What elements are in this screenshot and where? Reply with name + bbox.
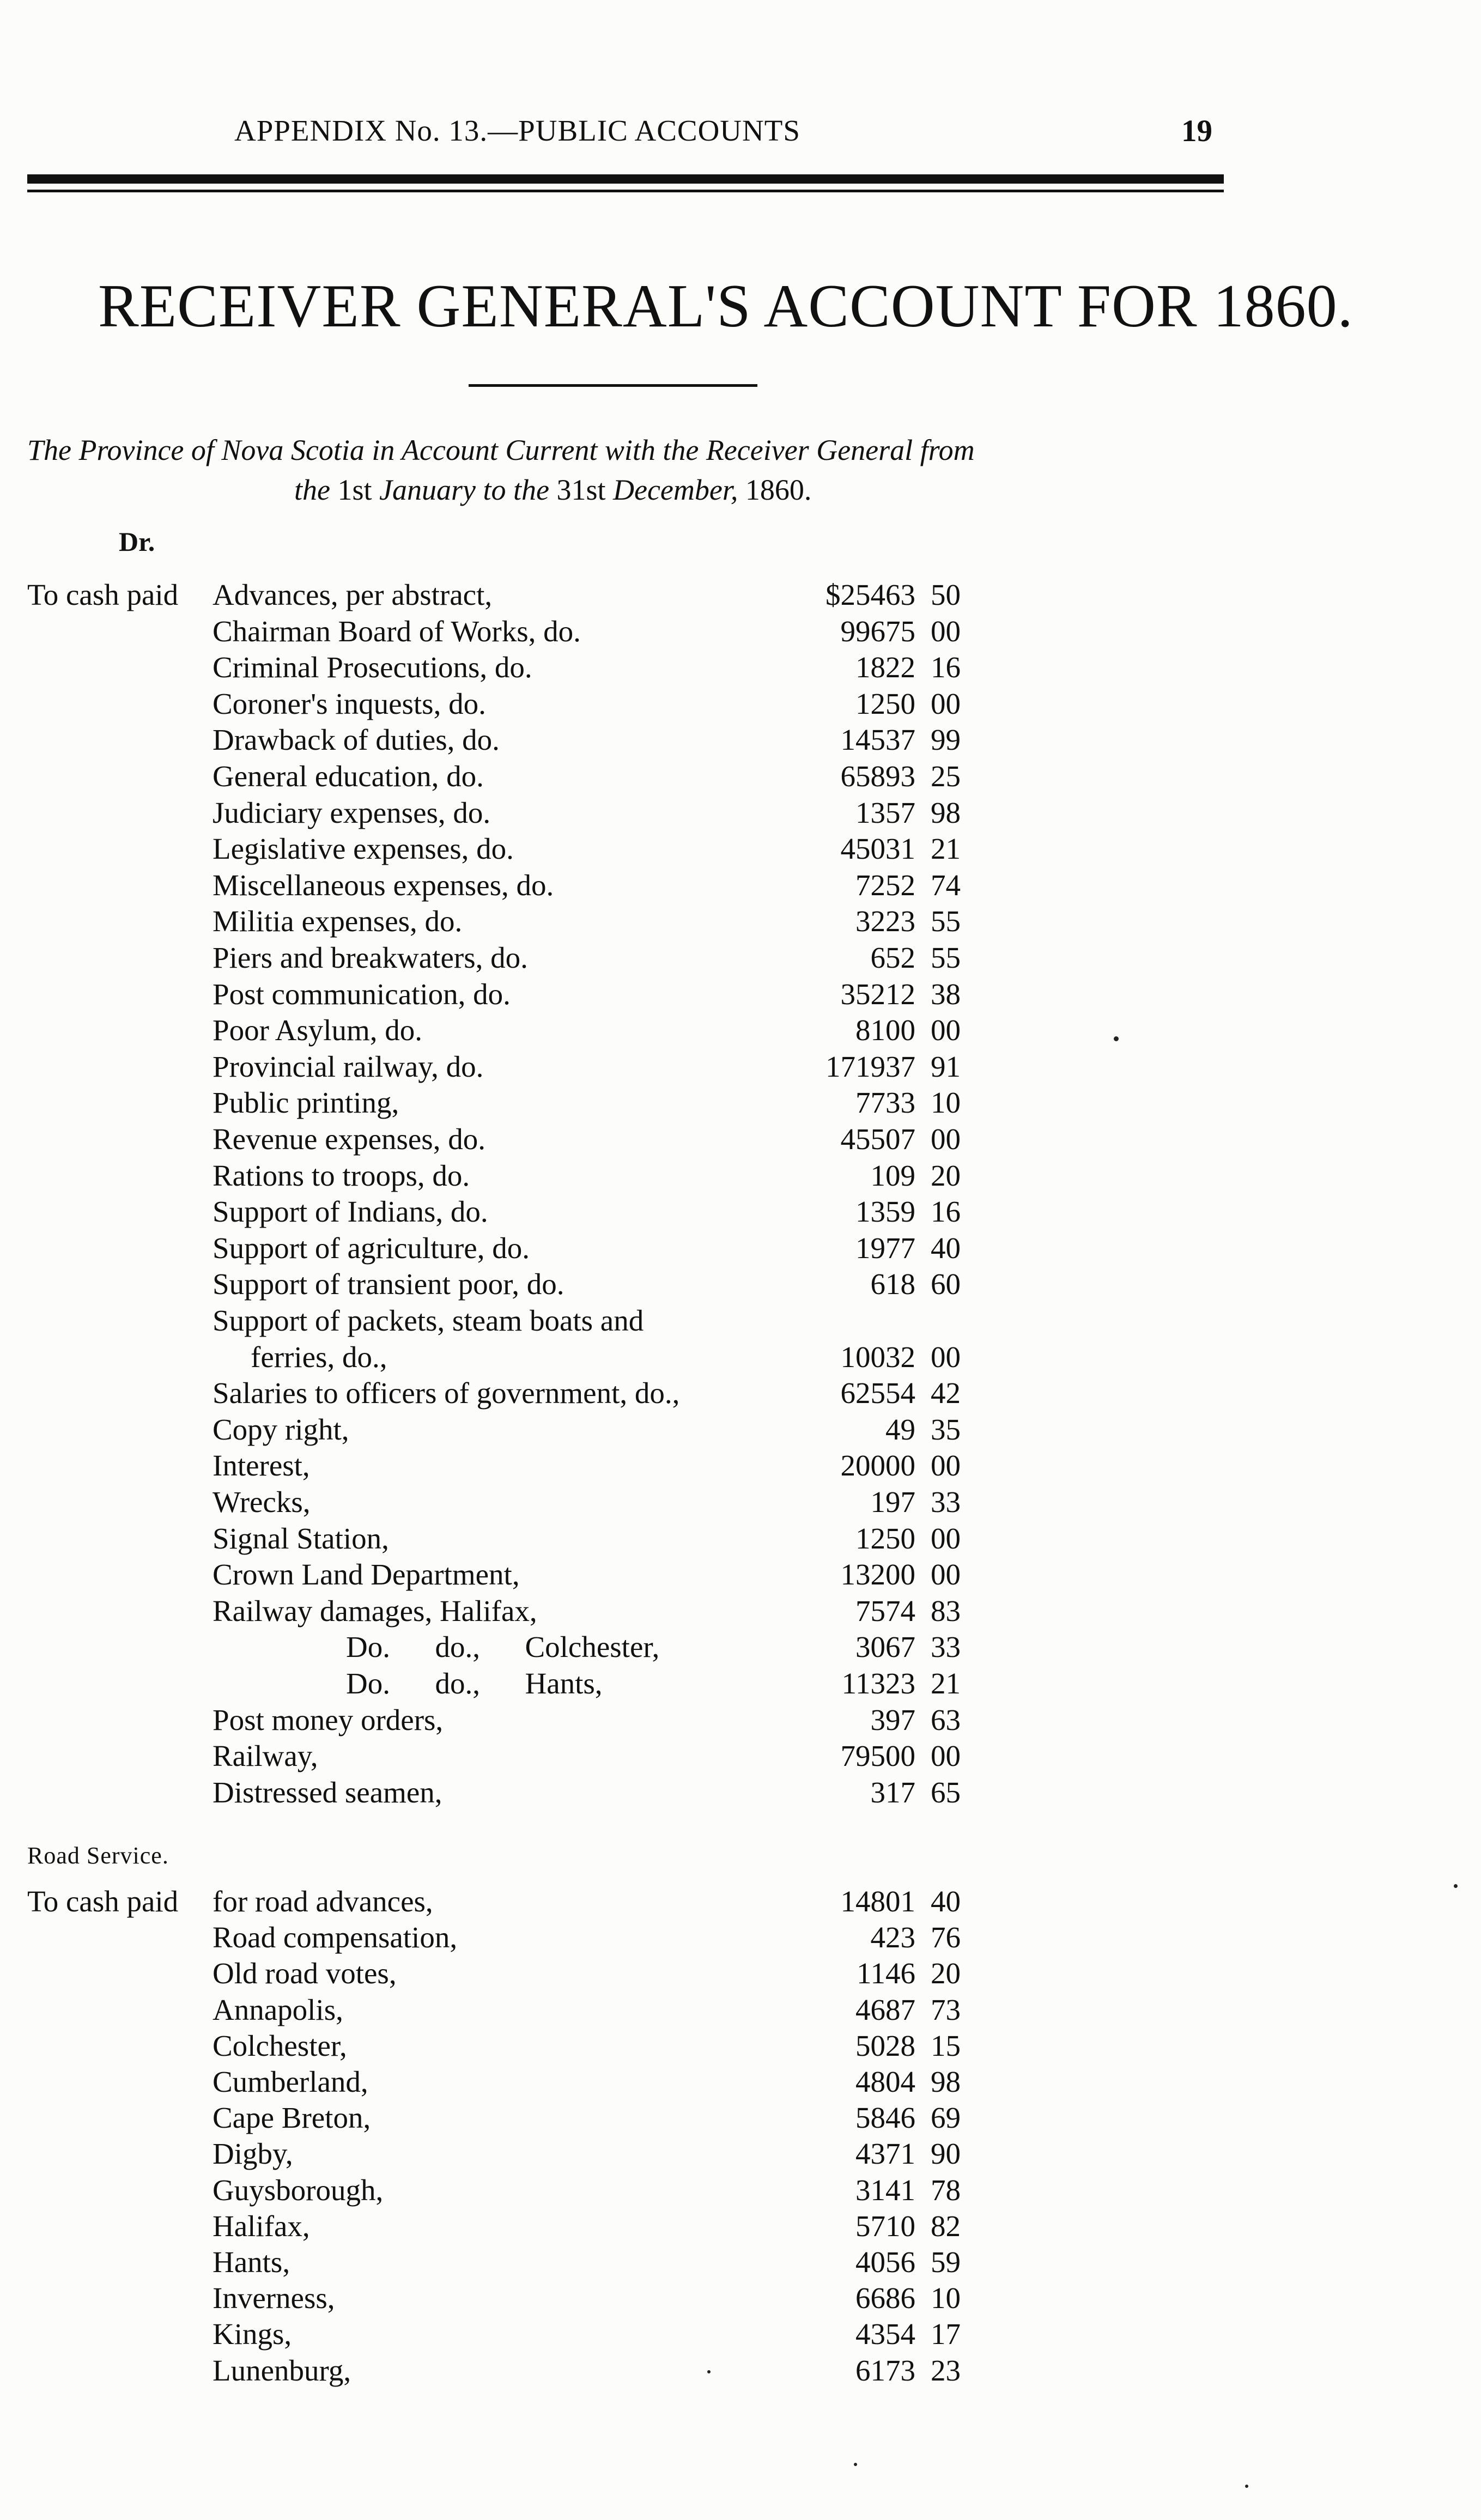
title-rule xyxy=(469,384,757,387)
ledger-amount: 45031 xyxy=(840,832,915,866)
ledger-cents: 16 xyxy=(931,1195,961,1229)
ledger-cents: 00 xyxy=(931,1449,961,1483)
ledger-cents: 00 xyxy=(931,1739,961,1773)
ledger-cents: 42 xyxy=(931,1376,961,1410)
ledger-amount: 13200 xyxy=(840,1558,915,1592)
speck xyxy=(854,2463,857,2466)
ledger-cents: 17 xyxy=(931,2317,961,2351)
ledger-label: Support of Indians, do. xyxy=(213,1195,488,1229)
ledger-amount: 79500 xyxy=(840,1739,915,1773)
ledger-label: for road advances, xyxy=(213,1885,433,1918)
ledger-lead: To cash paid xyxy=(27,1885,179,1918)
ledger-cents: 25 xyxy=(931,760,961,793)
ledger-amount: 109 xyxy=(870,1158,915,1192)
ledger-label: Inverness, xyxy=(213,2281,335,2315)
ledger-label: Railway damages, Halifax, xyxy=(213,1594,537,1628)
ledger-cents: 74 xyxy=(931,868,961,902)
ledger-label: Rations to troops, do. xyxy=(213,1158,470,1192)
ledger-cents: 55 xyxy=(931,941,961,974)
ledger-amount: 45507 xyxy=(840,1122,915,1156)
ledger-cents: 91 xyxy=(931,1049,961,1083)
ledger-label: Halifax, xyxy=(213,2209,310,2243)
intro-year: 1860. xyxy=(745,473,812,506)
ledger-amount: 20000 xyxy=(840,1449,915,1483)
ledger-amount: 423 xyxy=(870,1921,915,1954)
ledger-cents: 90 xyxy=(931,2137,961,2171)
ledger-cents: 00 xyxy=(931,614,961,648)
ledger-cents: 00 xyxy=(931,1558,961,1592)
ledger-amount: 1357 xyxy=(855,796,915,829)
ledger-amount: 3223 xyxy=(855,904,915,938)
speck xyxy=(1114,1036,1119,1041)
ledger-amount: 397 xyxy=(870,1703,915,1736)
ledger-cents: 73 xyxy=(931,1993,961,2026)
ledger-amount: 8100 xyxy=(855,1013,915,1047)
ledger-label: Poor Asylum, do. xyxy=(213,1013,423,1047)
ledger-amount: 4371 xyxy=(855,2137,915,2171)
ledger-label: Kings, xyxy=(213,2317,292,2351)
ledger-cents: 40 xyxy=(931,1885,961,1918)
ledger-amount: 1822 xyxy=(855,651,915,684)
ledger-amount: 11323 xyxy=(841,1667,915,1700)
ledger-label: Road compensation, xyxy=(213,1921,458,1954)
intro-line-1: The Province of Nova Scotia in Account Current with the Receiver General from xyxy=(27,434,975,466)
ledger-amount: 65893 xyxy=(840,760,915,793)
ledger-label: Signal Station, xyxy=(213,1521,389,1555)
ledger-label: Do. do., Hants, xyxy=(346,1667,603,1700)
page-title: RECEIVER GENERAL'S ACCOUNT FOR 1860. xyxy=(98,272,1353,340)
ledger-cents: 00 xyxy=(931,687,961,720)
ledger-cents: 40 xyxy=(931,1231,961,1265)
intro-word-january: January to the xyxy=(379,473,549,506)
ledger-cents: 10 xyxy=(931,1086,961,1120)
ledger-amount: 49 xyxy=(885,1412,915,1446)
road-service-heading: Road Service. xyxy=(27,1842,169,1869)
ledger-cents: 00 xyxy=(931,1340,961,1374)
ledger-cents: 76 xyxy=(931,1921,961,1954)
ledger-cents: 20 xyxy=(931,1158,961,1192)
ledger-cents: 23 xyxy=(931,2353,961,2387)
ledger-label: Militia expenses, do. xyxy=(213,904,463,938)
ledger-amount: 652 xyxy=(870,941,915,974)
ledger-label: Criminal Prosecutions, do. xyxy=(213,651,532,684)
ledger-label: Guysborough, xyxy=(213,2173,384,2207)
ledger-cents: 65 xyxy=(931,1775,961,1809)
ledger-label: Lunenburg, xyxy=(213,2353,351,2387)
speck xyxy=(1245,2485,1248,2488)
ledger-amount: 197 xyxy=(870,1485,915,1519)
ledger-label: Railway, xyxy=(213,1739,318,1773)
ledger-label: Digby, xyxy=(213,2137,293,2171)
speck xyxy=(1454,1884,1458,1888)
ledger-cents: 55 xyxy=(931,904,961,938)
ledger-label: Cape Breton, xyxy=(213,2101,371,2135)
ledger-amount: 618 xyxy=(870,1267,915,1301)
ledger-label: Judiciary expenses, do. xyxy=(213,796,491,829)
ledger-amount: 4056 xyxy=(855,2245,915,2279)
ledger-label: Support of packets, steam boats and xyxy=(213,1304,644,1337)
ledger-label: Advances, per abstract, xyxy=(213,578,493,611)
ledger-label: Drawback of duties, do. xyxy=(213,723,500,757)
ledger-label: Cumberland, xyxy=(213,2065,368,2098)
ledger-amount: 1146 xyxy=(857,1957,915,1990)
ledger-label: Coroner's inquests, do. xyxy=(213,687,486,720)
ledger-label: Hants, xyxy=(213,2245,290,2279)
ledger-cents: 38 xyxy=(931,977,961,1011)
ledger-label: Post communication, do. xyxy=(213,977,511,1011)
ledger-amount: 5028 xyxy=(855,2029,915,2062)
speck xyxy=(707,2370,711,2373)
ledger-cents: 50 xyxy=(931,578,961,611)
ledger-cents: 98 xyxy=(931,796,961,829)
ledger-cents: 16 xyxy=(931,651,961,684)
ledger-amount: $25463 xyxy=(826,578,915,611)
ledger-cents: 98 xyxy=(931,2065,961,2098)
ledger-cents: 00 xyxy=(931,1521,961,1555)
page-header: APPENDIX No. 13.—PUBLIC ACCOUNTS xyxy=(234,114,800,147)
ledger-amount: 317 xyxy=(870,1775,915,1809)
ledger-cents: 83 xyxy=(931,1594,961,1628)
ledger-amount: 35212 xyxy=(840,977,915,1011)
intro-line-2 xyxy=(294,473,811,507)
ledger-label: Support of agriculture, do. xyxy=(213,1231,530,1265)
ledger-cents: 99 xyxy=(931,723,961,757)
ledger-amount: 4354 xyxy=(855,2317,915,2351)
header-rule-thin xyxy=(27,190,1224,192)
ledger-label: Post money orders, xyxy=(213,1703,444,1736)
ledger-amount: 14537 xyxy=(840,723,915,757)
ledger-label: Copy right, xyxy=(213,1412,349,1446)
ledger-label: Do. do., Colchester, xyxy=(346,1630,660,1664)
ledger-amount: 10032 xyxy=(840,1340,915,1374)
ledger-amount: 3141 xyxy=(855,2173,915,2207)
ledger-amount: 62554 xyxy=(840,1376,915,1410)
ledger-amount: 99675 xyxy=(840,614,915,648)
ledger-label: Public printing, xyxy=(213,1086,399,1120)
ledger-cents: 60 xyxy=(931,1267,961,1301)
header-rule-thick xyxy=(27,174,1224,184)
ledger-lead: To cash paid xyxy=(27,578,179,611)
ledger-cents: 00 xyxy=(931,1013,961,1047)
ledger-label: Old road votes, xyxy=(213,1957,397,1990)
ledger-amount: 14801 xyxy=(840,1885,915,1918)
ledger-amount: 4804 xyxy=(855,2065,915,2098)
ledger-cents: 35 xyxy=(931,1412,961,1446)
dr-label: Dr. xyxy=(119,526,155,557)
ledger-amount: 7574 xyxy=(855,1594,915,1628)
ledger-amount: 4687 xyxy=(855,1993,915,2026)
intro-date-start: 1st xyxy=(337,473,372,506)
ledger-amount: 1250 xyxy=(855,1521,915,1555)
page-number: 19 xyxy=(1181,114,1212,148)
ledger-amount: 1250 xyxy=(855,687,915,720)
ledger-amount: 6686 xyxy=(855,2281,915,2315)
ledger-cents: 21 xyxy=(931,1667,961,1700)
ledger-label: Piers and breakwaters, do. xyxy=(213,941,528,974)
ledger-amount: 171937 xyxy=(826,1049,915,1083)
ledger-label: Revenue expenses, do. xyxy=(213,1122,485,1156)
ledger-cents: 00 xyxy=(931,1122,961,1156)
ledger-label: Support of transient poor, do. xyxy=(213,1267,565,1301)
ledger-label: Chairman Board of Works, do. xyxy=(213,614,581,648)
ledger-cents: 59 xyxy=(931,2245,961,2279)
ledger-label: Provincial railway, do. xyxy=(213,1049,484,1083)
ledger-label: Crown Land Department, xyxy=(213,1558,520,1592)
ledger-label: Salaries to officers of government, do., xyxy=(213,1376,680,1410)
ledger-amount: 7252 xyxy=(855,868,915,902)
ledger-label: Interest, xyxy=(213,1449,310,1483)
ledger-amount: 5846 xyxy=(855,2101,915,2135)
ledger-amount: 3067 xyxy=(855,1630,915,1664)
ledger-amount: 1977 xyxy=(855,1231,915,1265)
ledger-label: Miscellaneous expenses, do. xyxy=(213,868,554,902)
ledger-amount: 5710 xyxy=(855,2209,915,2243)
ledger-amount: 7733 xyxy=(855,1086,915,1120)
ledger-cents: 33 xyxy=(931,1630,961,1664)
ledger-cents: 82 xyxy=(931,2209,961,2243)
ledger-label: Colchester, xyxy=(213,2029,347,2062)
ledger-label: General education, do. xyxy=(213,760,484,793)
ledger-cents: 10 xyxy=(931,2281,961,2315)
ledger-amount: 1359 xyxy=(855,1195,915,1229)
ledger-label: Wrecks, xyxy=(213,1485,311,1519)
ledger-cents: 78 xyxy=(931,2173,961,2207)
ledger-cents: 69 xyxy=(931,2101,961,2135)
intro-date-end: 31st xyxy=(556,473,606,506)
ledger-cents: 20 xyxy=(931,1957,961,1990)
ledger-cents: 33 xyxy=(931,1485,961,1519)
ledger-label: Annapolis, xyxy=(213,1993,343,2026)
ledger-cents: 15 xyxy=(931,2029,961,2062)
ledger-amount: 6173 xyxy=(855,2353,915,2387)
ledger-label: Legislative expenses, do. xyxy=(213,832,514,866)
ledger-label: ferries, do., xyxy=(251,1340,387,1374)
ledger-cents: 63 xyxy=(931,1703,961,1736)
intro-word-the: the xyxy=(294,473,330,506)
ledger-label: Distressed seamen, xyxy=(213,1775,442,1809)
intro-word-december: December, xyxy=(612,473,738,506)
ledger-cents: 21 xyxy=(931,832,961,866)
